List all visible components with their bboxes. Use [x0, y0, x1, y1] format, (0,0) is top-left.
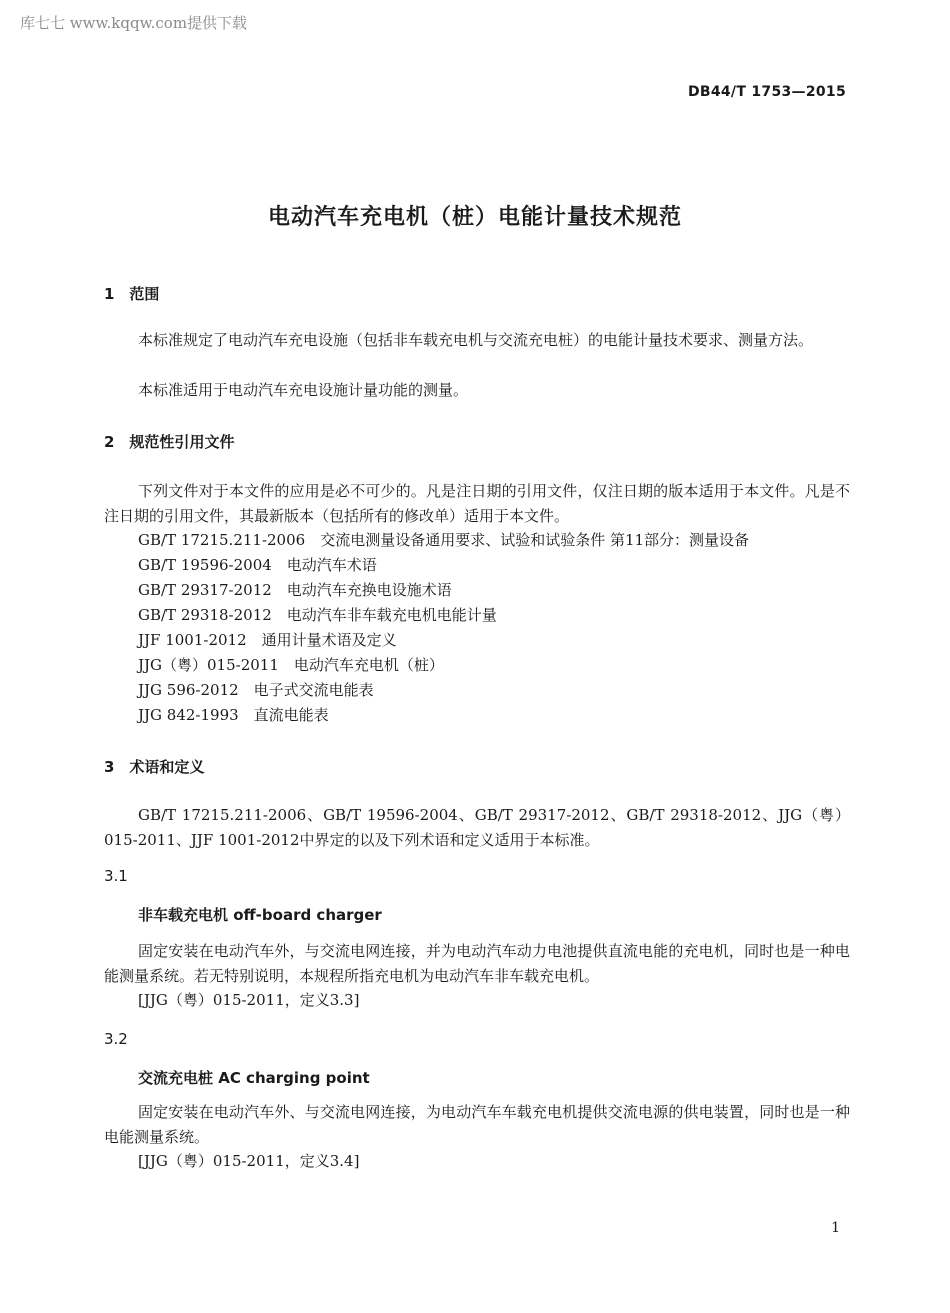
source-note: [JJG（粤）015-2011，定义3.3] — [138, 991, 360, 1009]
reference-item: JJG 596-2012 电子式交流电能表 — [138, 681, 374, 699]
reference-item: GB/T 29317-2012 电动汽车充换电设施术语 — [138, 581, 452, 599]
definition: 固定安装在电动汽车外、与交流电网连接，为电动汽车车载充电机提供交流电源的供电装置，同时也是一种电能测量系统。 — [104, 1103, 850, 1146]
reference-item: GB/T 19596-2004 电动汽车术语 — [138, 556, 377, 574]
paragraph: 下列文件对于本文件的应用是必不可少的。凡是注日期的引用文件，仅注日期的版本适用于本文件。凡是不注日期的引用文件，其最新版本（包括所有的修改单）适用于本文件。 — [104, 482, 850, 525]
reference-item: JJG（粤）015-2011 电动汽车充电机（桩） — [138, 656, 444, 674]
page-number: 1 — [831, 1220, 840, 1236]
term-heading: 交流充电桩 AC charging point — [138, 1069, 370, 1087]
clause-number: 3.2 — [104, 1030, 128, 1048]
reference-item: JJF 1001-2012 通用计量术语及定义 — [138, 631, 397, 649]
paragraph: GB/T 17215.211-2006、GB/T 19596-2004、GB/T 29317-2012、GB/T 29318-2012、JJG（粤）015-2011、JJF 1001-2012中界定的以及下列术语和定义适用于本标准。 — [104, 806, 850, 849]
watermark: 库七七 www.kqqw.com提供下载 — [20, 14, 248, 32]
source-note: [JJG（粤）015-2011，定义3.4] — [138, 1152, 360, 1170]
reference-item: GB/T 29318-2012 电动汽车非车载充电机电能计量 — [138, 606, 497, 624]
section-heading-2: 2 规范性引用文件 — [104, 433, 235, 451]
paragraph: 本标准适用于电动汽车充电设施计量功能的测量。 — [138, 381, 469, 399]
doc-number: DB44/T 1753—2015 — [687, 84, 846, 100]
section-heading-1: 1 范围 — [104, 285, 160, 303]
paragraph: 本标准规定了电动汽车充电设施（包括非车载充电机与交流充电桩）的电能计量技术要求、测量方法。 — [138, 331, 814, 349]
clause-number: 3.1 — [104, 867, 128, 885]
definition: 固定安装在电动汽车外，与交流电网连接，并为电动汽车动力电池提供直流电能的充电机，同时也是一种电能测量系统。若无特别说明，本规程所指充电机为电动汽车非车载充电机。 — [104, 942, 850, 985]
reference-item: GB/T 17215.211-2006 交流电测量设备通用要求、试验和试验条件 第11部分：测量设备 — [138, 531, 750, 549]
term-heading: 非车载充电机 off-board charger — [138, 906, 382, 924]
reference-item: JJG 842-1993 直流电能表 — [138, 706, 329, 724]
section-heading-3: 3 术语和定义 — [104, 758, 205, 776]
page-title: 电动汽车充电机（桩）电能计量技术规范 — [267, 205, 682, 230]
